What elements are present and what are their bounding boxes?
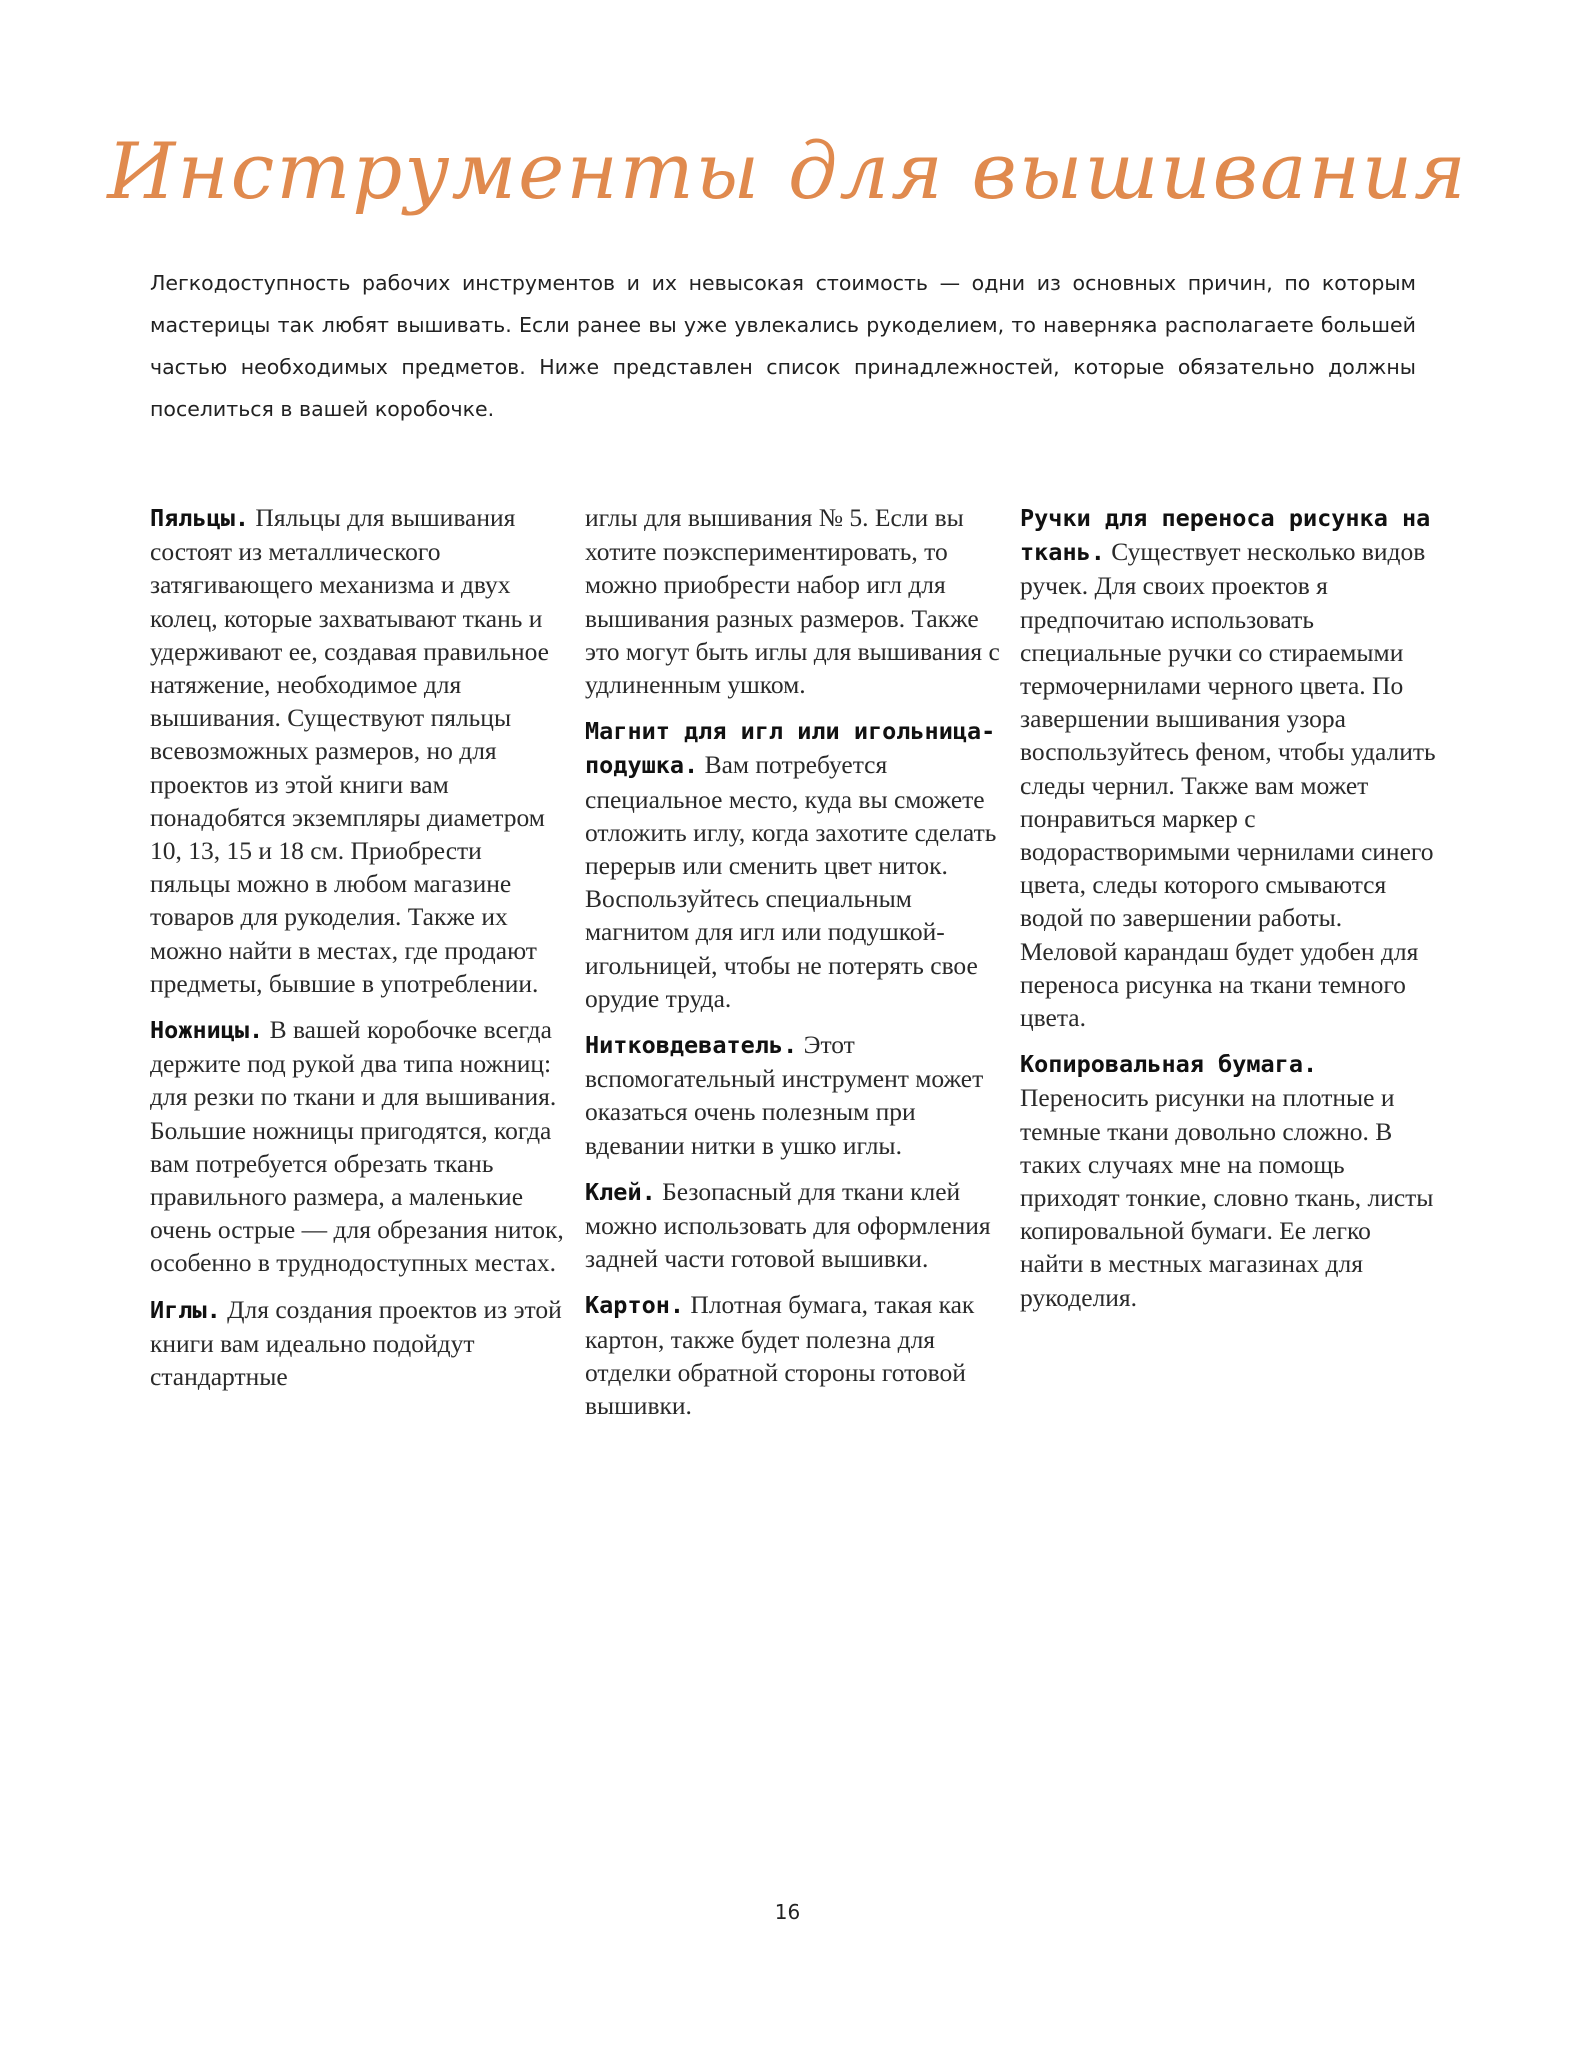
entry-needle-magnet (585, 714, 1003, 1015)
entry-text: Плотная бумага, такая как картон, также будет полезна для отделки обратной стороны готовой вышивки. (585, 1290, 975, 1421)
entry-term: Иглы. (150, 1295, 221, 1324)
entry-needles (150, 1293, 568, 1394)
entry-term: Клей. (585, 1177, 656, 1206)
entry-hoops (150, 501, 568, 1000)
entry-term: Нитковдеватель. (585, 1031, 798, 1060)
entry-carbon-paper (1020, 1047, 1438, 1314)
entry-text: В вашей коробочке всегда держите под рукой два типа ножниц: для резки по ткани и для вышивания. Большие ножницы пригодятся, когда вам потребуется обрезать ткань правильного размера, а маленькие очень острые — для обрезания ниток, особенно в труднодоступных местах. (150, 1015, 564, 1278)
entry-needle-threader (585, 1028, 1003, 1162)
entry-transfer-pens (1020, 501, 1438, 1034)
page-number: 16 (774, 1900, 801, 1924)
entry-text: Пяльцы для вышивания состоят из металлического затягивающего механизма и двух колец, которые захватывают ткань и удерживают ее, создавая правильное натяжение, необходимое для вышивания. Существуют пяльцы всевозможных размеров, но для проектов из этой книги вам понадобятся экземпляры диаметром 10, 13, 15 и 18 см. Приобрести пяльцы можно в любом магазине товаров для рукоделия. Также их можно найти в местах, где продают предметы, бывшие в употреблении. (150, 503, 549, 998)
entry-needles-continued (585, 501, 1003, 701)
entry-text: Для создания проектов из этой книги вам идеально подойдут стандартные (150, 1294, 562, 1392)
entry-scissors (150, 1013, 568, 1280)
entry-cardboard (585, 1288, 1003, 1422)
entry-text: Этот вспомогательный инструмент может оказаться очень полезным при вдевании нитки в ушко иглы. (585, 1030, 984, 1160)
entry-term: Магнит для игл или игольница-подушка. (585, 717, 996, 780)
entry-term: Копировальная бумага. (1020, 1050, 1318, 1079)
entry-term: Пяльцы. (150, 504, 250, 532)
entry-text: Переносить рисунки на плотные и темные ткани довольно сложно. В таких случаях мне на помощь приходят тонкие, словно ткань, листы копировальной бумаги. Ее легко найти в местных магазинах для рукоделия. (1020, 1083, 1434, 1312)
body-columns (150, 501, 1436, 1701)
entry-text: иглы для вышивания № 5. Если вы хотите поэкспериментировать, то можно приобрести набор игл для вышивания разных размеров. Также это могут быть иглы для вышивания с удлиненным ушком. (585, 503, 1000, 700)
entry-text: Существует несколько видов ручек. Для своих проектов я предпочитаю использовать специальные ручки со стираемыми термочернилами черного цвета. По завершении вышивания узора воспользуйтесь феном, чтобы удалить следы чернил. Также вам может понравиться маркер с водорастворимыми чернилами синего цвета, следы которого смываются водой по завершении работы. Меловой карандаш будет удобен для переноса рисунка на ткани темного цвета. (1020, 537, 1436, 1033)
entry-text: Безопасный для ткани клей можно использовать для оформления задней части готовой вышивки. (585, 1176, 991, 1274)
page-title: Инструменты для вышивания (107, 127, 1468, 217)
entry-term: Ручки для переноса рисунка на ткань. (1020, 504, 1431, 567)
entry-glue (585, 1175, 1003, 1276)
entry-text: Вам потребуется специальное место, куда вы сможете отложить иглу, когда захотите сделать перерыв или сменить цвет ниток. Воспользуйтесь специальным магнитом для игл или подушкой-игольницей, чтобы не потерять свое орудие труда. (585, 750, 997, 1013)
entry-term: Картон. (585, 1291, 685, 1320)
entry-term: Ножницы. (150, 1016, 264, 1045)
intro-paragraph: Легкодоступность рабочих инструментов и их невысокая стоимость — одни из основных причин, по которым мастерицы так любят вышивать. Если ранее вы уже увлекались рукоделием, то наверняка располагаете большей частью необходимых предметов. Ниже представлен список принадлежностей, которые обязательно должны поселиться в вашей коробочке. (150, 271, 1416, 421)
column-1 (150, 501, 568, 1406)
column-3 (1020, 501, 1438, 1327)
column-2 (585, 501, 1003, 1435)
